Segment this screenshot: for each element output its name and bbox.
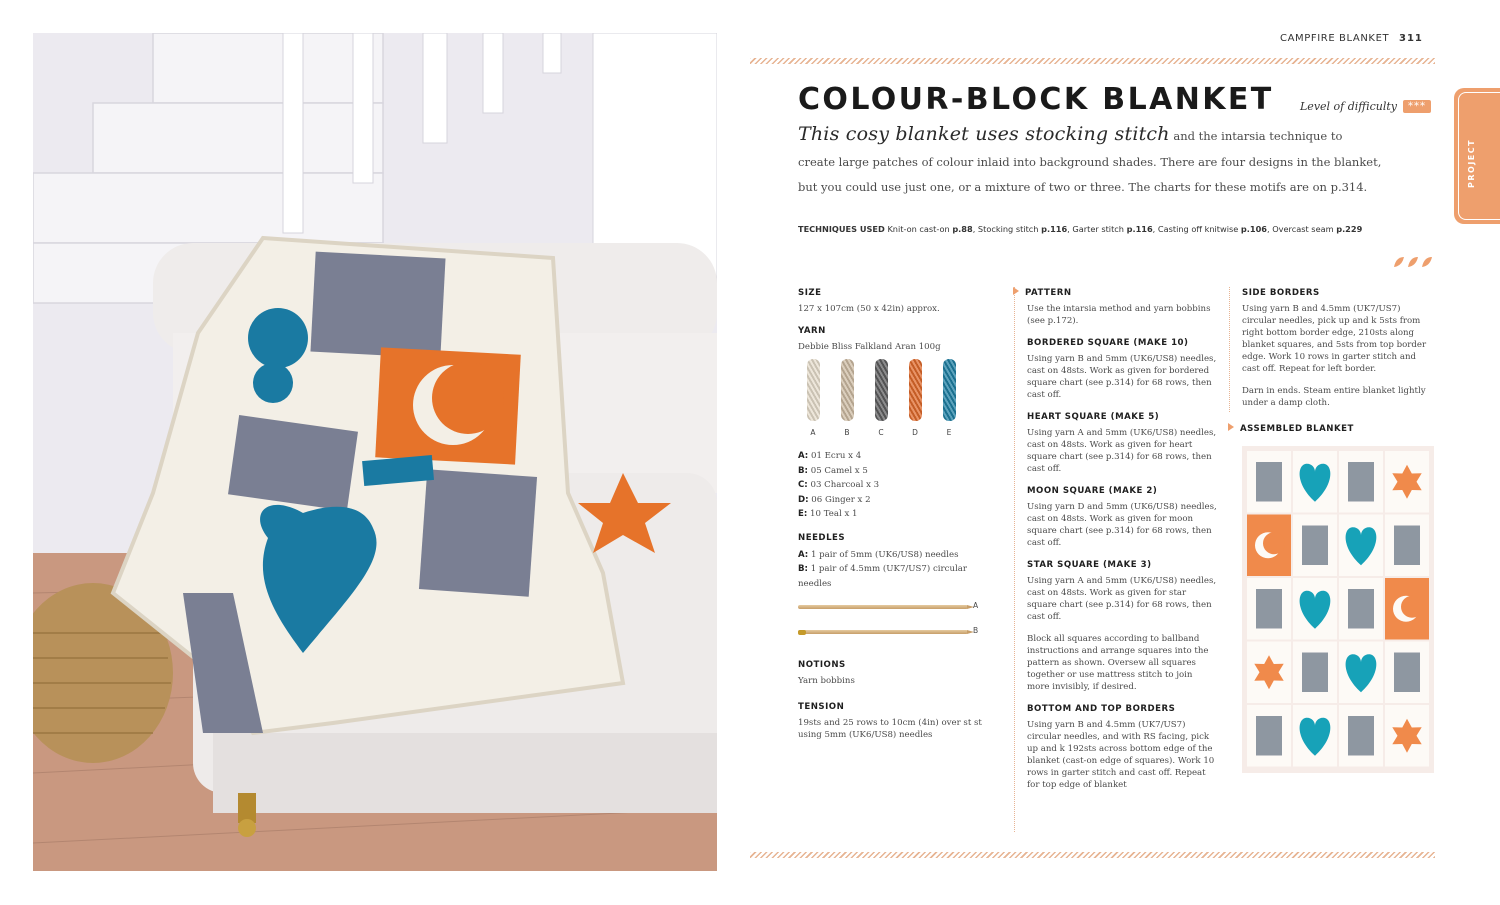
column-divider xyxy=(1229,287,1230,412)
needle-b-text: B: 1 pair of 4.5mm (UK7/US7) circular needles xyxy=(798,564,967,589)
needle-a-illustration: A xyxy=(798,597,993,622)
side-borders-text: Using yarn B and 4.5mm (UK7/US7) circular needles, pick up and k 5sts from right bottom border edge, 210sts along blanket squares, and 5sts from top border edge. Work 10 rows in garter stitch and cast off. Repeat for left border. xyxy=(1242,304,1427,374)
assembled-blanket-diagram xyxy=(1242,446,1434,773)
intro-lead: This cosy blanket uses stocking stitch xyxy=(798,123,1170,145)
running-head xyxy=(1280,33,1440,49)
section-text: Using yarn D and 5mm (UK6/US8) needles, cast on 48sts. Work as given for moon square chart (see p.314) for 68 rows, then cast off. xyxy=(1027,502,1217,548)
yarn-skein: D xyxy=(902,359,928,439)
size-heading: SIZE xyxy=(798,288,822,298)
needles-list xyxy=(798,548,993,592)
technique-item: Stocking stitch p.116, xyxy=(977,224,1070,234)
techniques-label: TECHNIQUES USED xyxy=(798,224,885,234)
side-borders-heading: SIDE BORDERS xyxy=(1242,288,1320,298)
needles-heading: NEEDLES xyxy=(798,532,846,543)
yarn-brand: Debbie Bliss Falkland Aran 100g xyxy=(798,342,941,352)
yarn-list-item: A: 01 Ecru x 4 xyxy=(798,451,862,461)
intro-paragraph xyxy=(798,122,1383,201)
notions-heading: NOTIONS xyxy=(798,660,846,670)
needle-a-text: A: 1 pair of 5mm (UK6/US8) needles xyxy=(798,549,959,560)
section-heading: HEART SQUARE (MAKE 5) xyxy=(1027,412,1160,422)
bottom-dashed-rule xyxy=(750,852,1435,858)
leaf-ornament-icon xyxy=(1392,255,1436,269)
grey-block xyxy=(1256,589,1282,629)
notions-text: Yarn bobbins xyxy=(798,676,855,686)
section-heading: MOON SQUARE (MAKE 2) xyxy=(1027,486,1158,496)
borders-heading: BOTTOM AND TOP BORDERS xyxy=(1027,704,1176,714)
column-divider xyxy=(1014,287,1015,832)
yarn-list-item: D: 06 Ginger x 2 xyxy=(798,494,871,505)
tension-text: 19sts and 25 rows to 10cm (4in) over st st using 5mm (UK6/US8) needles xyxy=(798,718,982,740)
yarn-list xyxy=(798,449,993,522)
yarn-skein: C xyxy=(868,359,894,439)
size-text: 127 x 107cm (50 x 42in) approx. xyxy=(798,304,940,314)
difficulty-label: Level of difficulty xyxy=(1300,99,1398,113)
pattern-intro: Use the intarsia method and yarn bobbins (see p.172). xyxy=(1027,304,1211,326)
pattern-column xyxy=(1027,287,1217,801)
materials-column xyxy=(798,287,993,751)
grey-block xyxy=(1256,462,1282,502)
grey-block xyxy=(1348,716,1374,756)
grey-block xyxy=(1394,526,1420,566)
grey-block xyxy=(1302,526,1328,566)
technique-item: Garter stitch p.116, xyxy=(1072,224,1156,234)
yarn-list-item: E: 10 Teal x 1 xyxy=(798,509,858,519)
section-text: Using yarn A and 5mm (UK6/US8) needles, cast on 48sts. Work as given for heart square chart (see p.314) for 68 rows, then cast off. xyxy=(1027,428,1217,474)
yarn-skeins xyxy=(800,359,993,439)
yarn-skein: E xyxy=(936,359,962,439)
project-side-tab xyxy=(1454,88,1500,224)
running-head-section: CAMPFIRE BLANKET xyxy=(1280,33,1390,44)
yarn-list-item: C: 03 Charcoal x 3 xyxy=(798,480,880,490)
technique-item: Casting off knitwise p.106, xyxy=(1157,224,1270,234)
moon-cutout xyxy=(1263,532,1285,554)
needle-b-illustration: B xyxy=(798,622,993,647)
yarn-skein: B xyxy=(834,359,860,439)
grey-block xyxy=(1394,653,1420,693)
yarn-heading: YARN xyxy=(798,326,826,336)
blocking-text: Block all squares according to ballband instructions and arrange squares into the pattern as shown. Oversew all squares together or use mattress stitch to join more invisibly, if desired. xyxy=(1027,634,1209,692)
tension-heading: TENSION xyxy=(798,702,845,712)
borders-column xyxy=(1242,287,1434,439)
grey-block xyxy=(1348,462,1374,502)
section-text: Using yarn B and 5mm (UK6/US8) needles, cast on 48sts. Work as given for bordered square chart (see p.314) for 68 rows, then cast off. xyxy=(1027,354,1217,400)
page-number: 311 xyxy=(1398,33,1423,44)
yarn-skein: A xyxy=(800,359,826,439)
arrow-icon xyxy=(1013,287,1019,295)
techniques-used xyxy=(798,224,1398,234)
section-heading: BORDERED SQUARE (MAKE 10) xyxy=(1027,338,1189,348)
grey-block xyxy=(1302,653,1328,693)
arrow-icon xyxy=(1228,423,1234,431)
technique-item: Overcast seam p.229 xyxy=(1272,224,1363,234)
moon-cutout xyxy=(1401,596,1423,618)
yarn-list-item: B: 05 Camel x 5 xyxy=(798,465,868,476)
section-text: Using yarn A and 5mm (UK6/US8) needles, cast on 48sts. Work as given for star square chart (see p.314) for 68 rows, then cast off. xyxy=(1027,576,1217,622)
finishing-text: Darn in ends. Steam entire blanket lightly under a damp cloth. xyxy=(1242,386,1426,408)
intro-body: and the intarsia technique to create large patches of colour inlaid into background shades. There are four designs in the blanket, but you could use just one, or a mixture of two or three. The charts for these motifs are on p.314. xyxy=(798,129,1382,194)
blanket-photo xyxy=(33,33,717,871)
grey-block xyxy=(1256,716,1282,756)
pattern-heading: PATTERN xyxy=(1027,287,1217,299)
page-title: COLOUR-BLOCK BLANKET xyxy=(798,82,1274,117)
section-heading: STAR SQUARE (MAKE 3) xyxy=(1027,560,1152,570)
top-dashed-rule xyxy=(750,58,1435,64)
grey-block xyxy=(1348,589,1374,629)
difficulty-stars: *** xyxy=(1403,100,1431,113)
difficulty-indicator xyxy=(1300,97,1435,115)
borders-text: Using yarn B and 4.5mm (UK7/US7) circular needles, and with RS facing, pick up and k 192sts across bottom edge of the blanket (cast-on edge of squares). Work 10 rows in garter stitch and cast off. Repeat for top edge of blanket xyxy=(1027,720,1215,790)
assembled-heading: ASSEMBLED BLANKET xyxy=(1242,423,1434,435)
side-tab-label: PROJECT xyxy=(1467,138,1476,188)
technique-item: Knit-on cast-on p.88, xyxy=(887,224,976,234)
